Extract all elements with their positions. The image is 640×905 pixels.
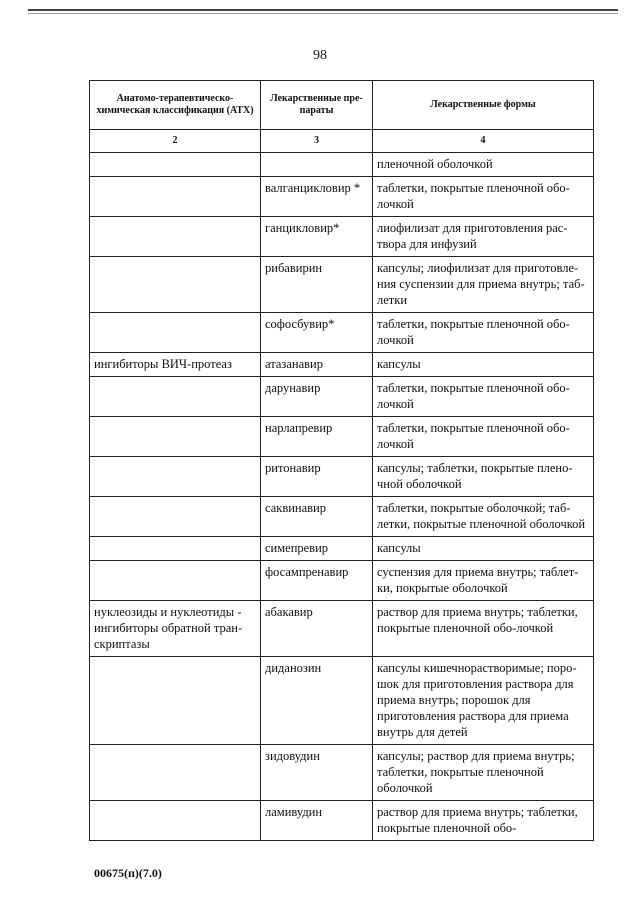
drug-cell: абакавир [261, 601, 373, 657]
table-row [90, 217, 594, 257]
table-row [90, 353, 594, 377]
drug-cell: атазанавир [261, 353, 373, 377]
drug-cell: софосбувир* [261, 313, 373, 353]
drug-cell: нарлапревир [261, 417, 373, 457]
atx-cell: нуклеозиды и нуклеотиды - ингибиторы обратной тран-скриптазы [90, 601, 261, 657]
form-cell: капсулы; таблетки, покрытые плено-чной оболочкой [373, 457, 594, 497]
table-row [90, 177, 594, 217]
column-number-row [90, 130, 594, 153]
table-row [90, 497, 594, 537]
drug-cell [261, 153, 373, 177]
column-number-3: 3 [261, 130, 373, 153]
atx-cell [90, 457, 261, 497]
table-row [90, 153, 594, 177]
table-row [90, 601, 594, 657]
column-number-2: 2 [90, 130, 261, 153]
document-footer-code: 00675(п)(7.0) [94, 866, 162, 880]
drug-cell: саквинавир [261, 497, 373, 537]
table-row [90, 745, 594, 801]
form-cell: таблетки, покрытые пленочной обо-лочкой [373, 377, 594, 417]
table-row [90, 257, 594, 313]
table-row [90, 457, 594, 497]
form-cell: капсулы кишечнорастворимые; поро-шок для приготовления раствора для приема внутрь; порошок для приготовления раствора для приема внутрь для детей [373, 657, 594, 745]
table-body [90, 153, 594, 841]
column-number-4: 4 [373, 130, 594, 153]
drug-cell: ганцикловир* [261, 217, 373, 257]
form-cell: капсулы [373, 353, 594, 377]
drug-cell: фосампренавир [261, 561, 373, 601]
atx-cell [90, 153, 261, 177]
table-row [90, 377, 594, 417]
drug-cell: зидовудин [261, 745, 373, 801]
table-row [90, 561, 594, 601]
form-cell: таблетки, покрытые оболочкой; таб-летки, покрытые пленочной оболочкой [373, 497, 594, 537]
atx-cell [90, 217, 261, 257]
drug-cell: ламивудин [261, 801, 373, 841]
atx-cell [90, 177, 261, 217]
page-number: 98 [313, 48, 327, 63]
atx-cell [90, 257, 261, 313]
form-cell: таблетки, покрытые пленочной обо-лочкой [373, 313, 594, 353]
form-cell: пленочной оболочкой [373, 153, 594, 177]
atx-cell [90, 537, 261, 561]
drug-cell: ритонавир [261, 457, 373, 497]
form-cell: лиофилизат для приготовления рас-твора для инфузий [373, 217, 594, 257]
top-border-line [28, 9, 618, 11]
drug-cell: валганцикловир * [261, 177, 373, 217]
top-border-line-thin [28, 13, 618, 14]
atx-cell [90, 313, 261, 353]
atx-cell [90, 801, 261, 841]
header-atx: Анатомо-терапевтическо-химическая классификация (АТХ) [90, 81, 261, 130]
table-header-row [90, 81, 594, 130]
atx-cell [90, 377, 261, 417]
form-cell: таблетки, покрытые пленочной обо-лочкой [373, 417, 594, 457]
drug-cell: диданозин [261, 657, 373, 745]
table-row [90, 801, 594, 841]
drug-cell: симепревир [261, 537, 373, 561]
atx-cell [90, 561, 261, 601]
atx-cell [90, 657, 261, 745]
medication-table [89, 80, 594, 841]
atx-cell [90, 497, 261, 537]
atx-cell [90, 417, 261, 457]
header-forms: Лекарственные формы [373, 81, 594, 130]
atx-cell [90, 745, 261, 801]
form-cell: раствор для приема внутрь; таблетки, покрытые пленочной обо-лочкой [373, 601, 594, 657]
drug-cell: рибавирин [261, 257, 373, 313]
drug-cell: дарунавир [261, 377, 373, 417]
table-row [90, 417, 594, 457]
form-cell: капсулы; лиофилизат для приготовле-ния суспензии для приема внутрь; таб-летки [373, 257, 594, 313]
form-cell: раствор для приема внутрь; таблетки, покрытые пленочной обо- [373, 801, 594, 841]
table-row [90, 657, 594, 745]
table-row [90, 313, 594, 353]
table-row [90, 537, 594, 561]
form-cell: таблетки, покрытые пленочной обо-лочкой [373, 177, 594, 217]
form-cell: суспензия для приема внутрь; таблет-ки, покрытые оболочкой [373, 561, 594, 601]
form-cell: капсулы; раствор для приема внутрь; таблетки, покрытые пленочной оболочкой [373, 745, 594, 801]
header-drugs: Лекарственные пре-параты [261, 81, 373, 130]
atx-cell: ингибиторы ВИЧ-протеаз [90, 353, 261, 377]
form-cell: капсулы [373, 537, 594, 561]
